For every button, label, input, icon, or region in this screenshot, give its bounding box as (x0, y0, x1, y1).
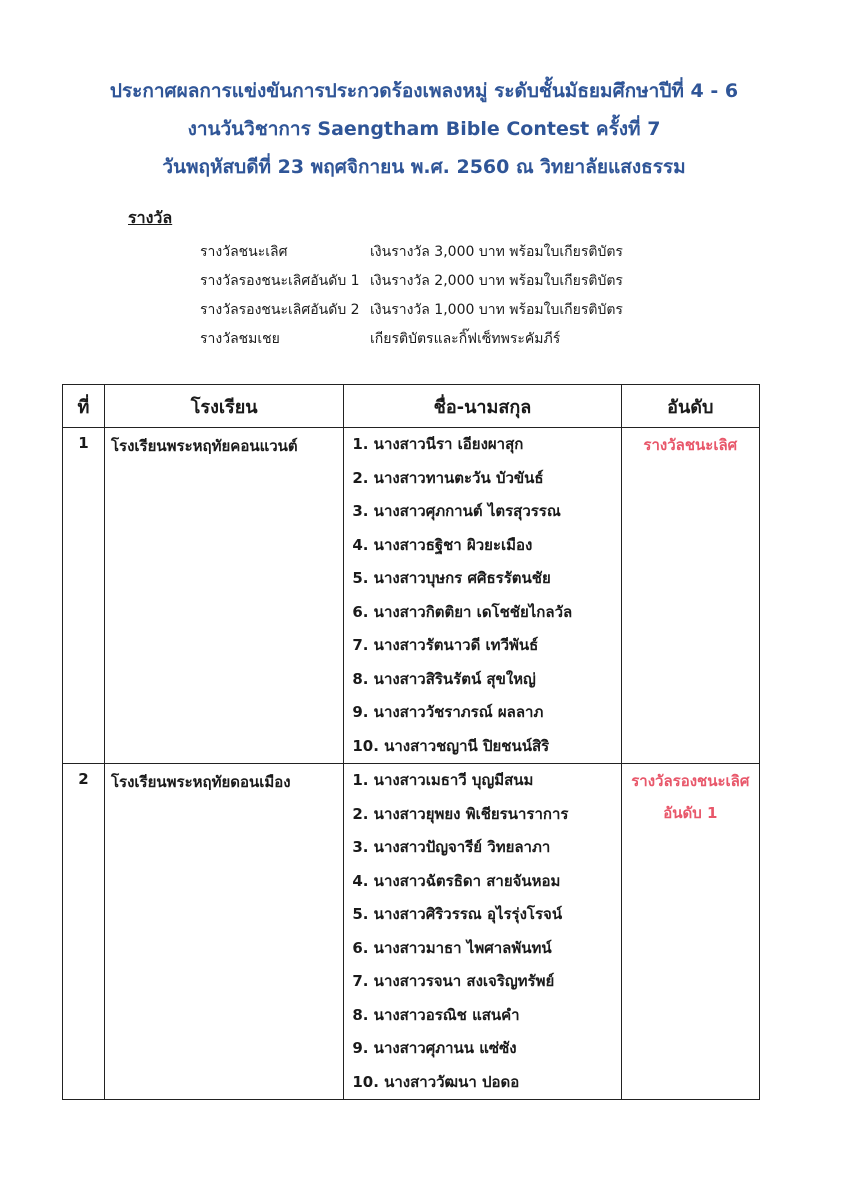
header-school: โรงเรียน (104, 385, 343, 428)
member-name: 6. นางสาวกิตติยา เดโชชัยไกลวัล (352, 602, 573, 621)
prize-list (200, 238, 623, 354)
member-name: 6. นางสาวมาธา ไพศาลพันทน์ (352, 938, 552, 957)
member-name: 10. นางสาวชญานี ปิยชนน์สิริ (352, 736, 550, 755)
table-row (63, 764, 760, 1100)
member-name: 9. นางสาวศุภานน แซ่ซัง (352, 1039, 517, 1057)
member-name: 3. นางสาวปัญจารีย์ วิทยลาภา (352, 838, 551, 856)
prize-row (200, 267, 623, 296)
prize-name: รางวัลรองชนะเลิศอันดับ 1 (200, 273, 360, 289)
rank-label: รางวัลชนะเลิศ (643, 436, 738, 454)
member-name: 8. นางสาวสิรินรัตน์ สุขใหญ่ (352, 669, 536, 688)
header-name: ชื่อ-นามสกุล (344, 385, 621, 428)
title-line-2: งานวันวิชาการ Saengtham Bible Contest ครั้งที่ 7 (187, 118, 661, 140)
row-number: 2 (63, 764, 105, 1100)
title-line-3: วันพฤหัสบดีที่ 23 พฤศจิกายน พ.ศ. 2560 ณ วิทยาลัยแสงธรรม (162, 156, 686, 178)
prize-name: รางวัลรองชนะเลิศอันดับ 2 (200, 302, 360, 318)
member-name: 7. นางสาวรจนา สงเจริญทรัพย์ (352, 972, 555, 990)
header-no: ที่ (63, 385, 105, 428)
table-header-row (63, 385, 760, 428)
prize-name: รางวัลชนะเลิศ (200, 244, 288, 260)
prize-heading: รางวัล (128, 208, 173, 227)
results-table (62, 384, 760, 1100)
prize-name: รางวัลชมเชย (200, 331, 280, 347)
member-name: 10. นางสาววัฒนา ปอดอ (352, 1072, 520, 1091)
prize-detail: เกียรติบัตรและกิ๊ฟเซ็ทพระคัมภีร์ (370, 331, 561, 347)
member-name: 5. นางสาวศิริวรรณ อุไรรุ่งโรจน์ (352, 905, 563, 923)
prize-detail: เงินรางวัล 2,000 บาท พร้อมใบเกียรติบัตร (370, 273, 623, 289)
member-name: 2. นางสาวทานตะวัน บัวขันธ์ (352, 468, 544, 487)
member-name: 9. นางสาววัชราภรณ์ ผลลาภ (352, 703, 544, 721)
document-title (0, 72, 848, 186)
rank-label-line-2: อันดับ 1 (663, 804, 718, 822)
rank-label: รางวัลรองชนะเลิศ (631, 772, 750, 790)
member-name: 5. นางสาวบุษกร ศศิธรรัตนชัย (352, 569, 551, 587)
header-rank: อันดับ (621, 385, 759, 428)
rank-cell (621, 428, 759, 764)
member-list (344, 764, 621, 1100)
member-name: 8. นางสาวอรณิช แสนคำ (352, 1005, 520, 1024)
member-name: 1. นางสาวนีรา เอียงผาสุก (352, 435, 524, 453)
member-name: 1. นางสาวเมธาวี บุญมีสนม (352, 771, 534, 789)
school-name: โรงเรียนพระหฤทัยคอนแวนต์ (104, 428, 343, 764)
prize-detail: เงินรางวัล 1,000 บาท พร้อมใบเกียรติบัตร (370, 302, 623, 318)
rank-cell (621, 764, 759, 1100)
member-name: 4. นางสาวฉัตรธิดา สายจันหอม (352, 871, 561, 890)
prize-detail: เงินรางวัล 3,000 บาท พร้อมใบเกียรติบัตร (370, 244, 623, 260)
school-name: โรงเรียนพระหฤทัยดอนเมือง (104, 764, 343, 1100)
prize-row (200, 296, 623, 325)
member-name: 4. นางสาวธฐิชา ผิวยะเมือง (352, 535, 533, 554)
member-name: 2. นางสาวยุพยง พิเชียรนาราการ (352, 804, 569, 823)
table-row (63, 428, 760, 764)
prize-row (200, 325, 623, 354)
row-number: 1 (63, 428, 105, 764)
prize-row (200, 238, 623, 267)
member-name: 7. นางสาวรัตนาวดี เทวีพันธ์ (352, 636, 539, 654)
member-list (344, 428, 621, 764)
title-line-1: ประกาศผลการแข่งขันการประกวดร้องเพลงหมู่ ระดับชั้นมัธยมศึกษาปีที่ 4 - 6 (109, 80, 739, 102)
member-name: 3. นางสาวศุภกานต์ ไตรสุวรรณ (352, 502, 561, 520)
